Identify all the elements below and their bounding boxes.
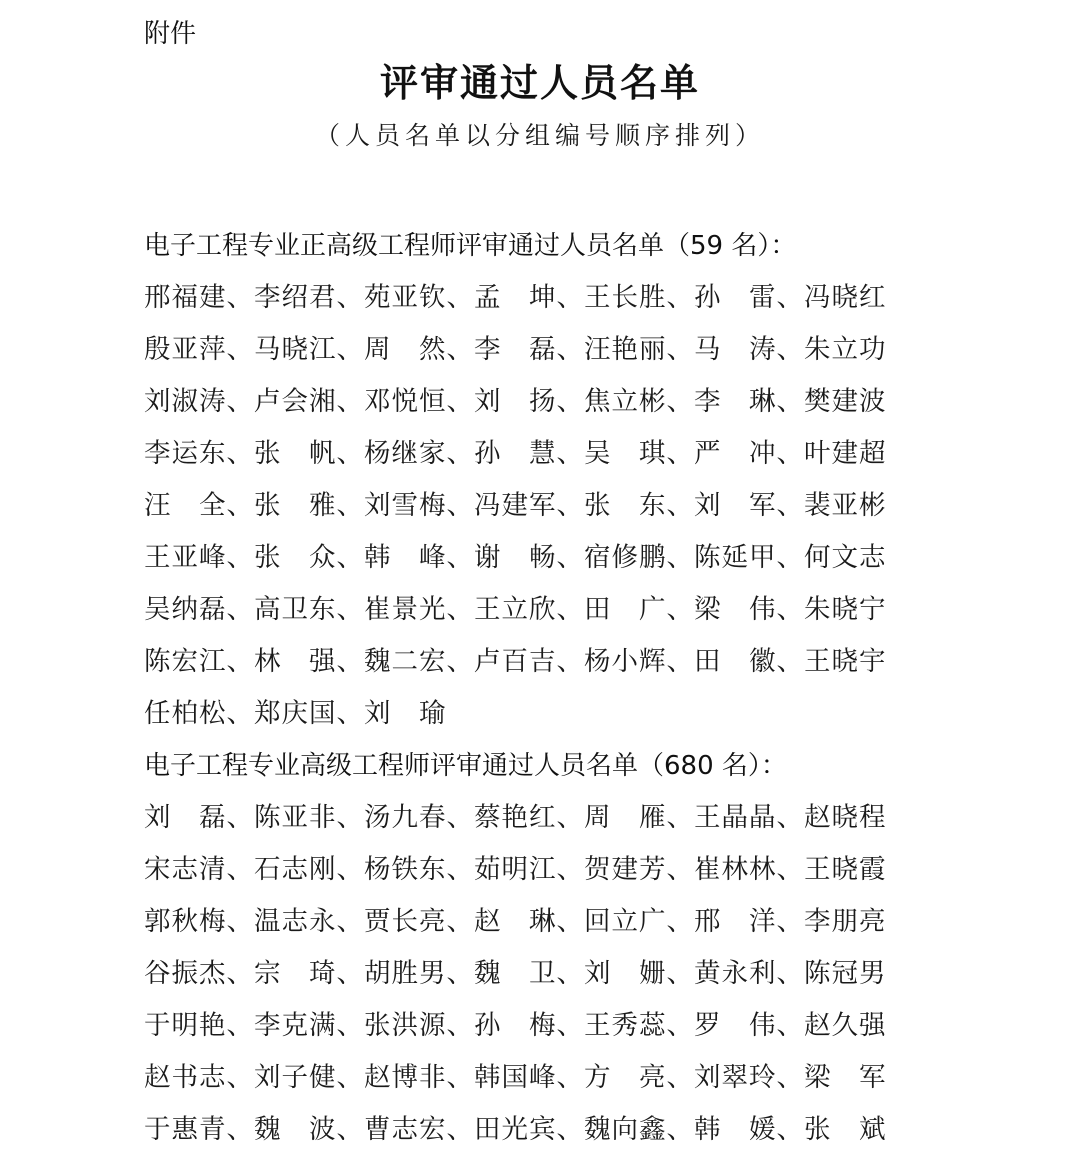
section-senior-professor-level [144,220,944,740]
name-row: 郭秋梅、温志永、贾长亮、赵 琳、回立广、邢 洋、李朋亮 [144,906,887,937]
name-row: 刘 磊、陈亚非、汤九春、蔡艳红、周 雁、王晶晶、赵晓程 [144,802,887,833]
section-heading: 电子工程专业正高级工程师评审通过人员名单（59 名）： [144,231,797,261]
name-row: 赵书志、刘子健、赵博非、韩国峰、方 亮、刘翠玲、梁 军 [144,1062,887,1093]
document-title: 评审通过人员名单 [379,61,700,105]
section-heading: 电子工程专业高级工程师评审通过人员名单（680 名）： [144,751,787,781]
attachment-label: 附件 [144,19,197,49]
name-row: 任柏松、郑庆国、刘 瑜 [144,698,447,729]
name-row: 殷亚萍、马晓江、周 然、李 磊、汪艳丽、马 涛、朱立功 [144,334,887,365]
document-subtitle: （人员名单以分组编号顺序排列） [314,121,765,150]
section-senior-level [144,740,944,1156]
name-row: 于惠青、魏 波、曹志宏、田光宾、魏向鑫、韩 媛、张 斌 [144,1114,887,1145]
name-row: 陈宏江、林 强、魏二宏、卢百吉、杨小辉、田 徽、王晓宇 [144,646,887,677]
name-row: 李运东、张 帆、杨继家、孙 慧、吴 琪、严 冲、叶建超 [144,438,887,469]
name-row: 邢福建、李绍君、苑亚钦、孟 坤、王长胜、孙 雷、冯晓红 [144,282,887,313]
name-list-content [144,220,944,1156]
name-row: 吴纳磊、高卫东、崔景光、王立欣、田 广、梁 伟、朱晓宁 [144,594,887,625]
name-row: 王亚峰、张 众、韩 峰、谢 畅、宿修鹏、陈延甲、何文志 [144,542,887,573]
name-row: 汪 全、张 雅、刘雪梅、冯建军、张 东、刘 军、裴亚彬 [144,490,887,521]
name-row: 宋志清、石志刚、杨铁东、茹明江、贺建芳、崔林林、王晓霞 [144,854,887,885]
name-row: 谷振杰、宗 琦、胡胜男、魏 卫、刘 姗、黄永利、陈冠男 [144,958,887,989]
name-row: 刘淑涛、卢会湘、邓悦恒、刘 扬、焦立彬、李 琳、樊建波 [144,386,887,417]
name-row: 于明艳、李克满、张洪源、孙 梅、王秀蕊、罗 伟、赵久强 [144,1010,887,1041]
